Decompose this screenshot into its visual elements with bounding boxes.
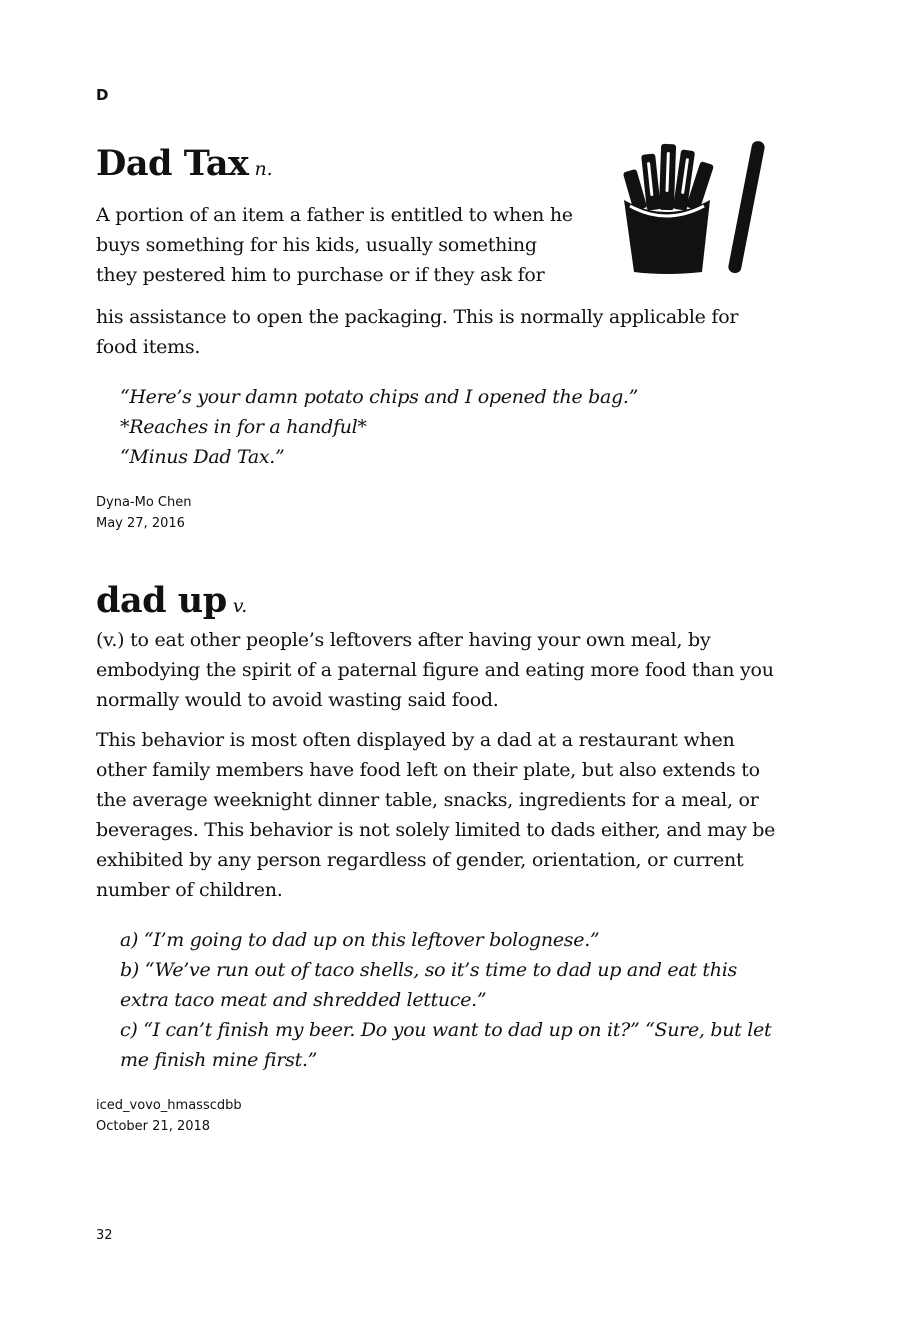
author-name: Dyna-Mo Chen <box>96 495 192 510</box>
example-line: *Reaches in for a handful* <box>120 416 367 438</box>
example-line: “Minus Dad Tax.” <box>120 446 285 468</box>
usage-example <box>120 925 776 1075</box>
definition-continued: his assistance to open the packaging. This is normally applicable for food items. <box>96 306 739 358</box>
headword: Dad Tax <box>96 143 249 184</box>
byline <box>96 1095 776 1137</box>
part-of-speech: n. <box>254 158 273 180</box>
example-line: c) “I can’t finish my beer. Do you want to dad up on it?” “Sure, but let me finish mine first.” <box>120 1019 772 1071</box>
author-name: iced_vovo_hmasscdbb <box>96 1098 242 1113</box>
entry-date: October 21, 2018 <box>96 1119 211 1134</box>
definition: This behavior is most often displayed by a dad at a restaurant when other family members have food left on their plate, but also extends to the average weeknight dinner table, snacks, ingredients for a meal, or beverages. This behavior is not solely limited to dads either, and may be exhibited by any person regardless of gender, orientation, or current number of children. <box>96 729 776 901</box>
entry-dad-tax <box>96 140 776 534</box>
byline <box>96 492 776 534</box>
example-line: a) “I’m going to dad up on this leftover bolognese.” <box>120 929 600 951</box>
definition-line: they pestered him to purchase or if they ask for <box>96 264 545 286</box>
part-of-speech: v. <box>232 595 248 617</box>
headword-line <box>96 140 776 188</box>
example-line: “Here’s your damn potato chips and I opened the bag.” <box>120 386 639 408</box>
example-line: b) “We’ve run out of taco shells, so it’s time to dad up and eat this extra taco meat and shredded lettuce.” <box>120 959 737 1011</box>
definition <box>96 200 601 290</box>
page-number: 32 <box>96 1228 113 1243</box>
definition-line: A portion of an item a father is entitled to when he <box>96 204 573 226</box>
section-letter: D <box>96 86 109 104</box>
headword: dad up <box>96 580 227 621</box>
entry-date: May 27, 2016 <box>96 516 185 531</box>
usage-example <box>120 382 776 472</box>
definition: (v.) to eat other people’s leftovers after having your own meal, by embodying the spirit of a paternal figure and eating more food than you normally would to avoid wasting said food. <box>96 629 774 711</box>
headword-line <box>96 577 776 625</box>
definition-line: buys something for his kids, usually something <box>96 234 537 256</box>
entry-dad-up <box>96 577 776 1137</box>
